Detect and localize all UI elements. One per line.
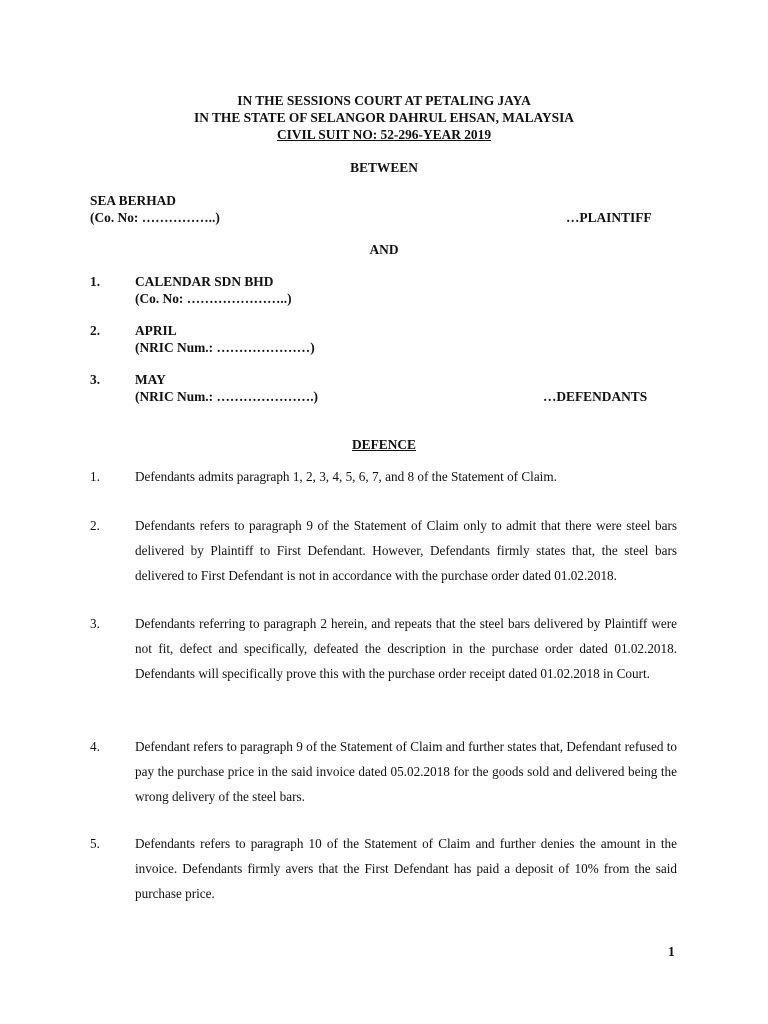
page-number: 1 xyxy=(668,944,675,959)
paragraph-number: 1. xyxy=(90,469,100,484)
paragraph-text: Defendants refers to paragraph 9 of the Statement of Claim only to admit that there were steel bars delivered by Plaintiff to First Defendant. However, Defendants firmly states that, the steel bars delivered to First Defendant is not in accordance with the purchase order dated 01.02.2018. xyxy=(135,518,677,583)
paragraph-number: 2. xyxy=(90,518,100,533)
between-label: BETWEEN xyxy=(350,160,418,175)
defendant-id: (NRIC Num.: …………………) xyxy=(135,340,315,355)
paragraph-text: Defendants referring to paragraph 2 herein, and repeats that the steel bars delivered by Plaintiff were not fit, defect and specifically, defeated the description in the purchase order dated 01.02.2018. Defendants will specifically prove this with the purchase order receipt dated 01.02.2018 in Court. xyxy=(135,616,677,681)
defendant-name: APRIL xyxy=(135,323,177,338)
defendant-id: (Co. No: …………………..) xyxy=(135,291,292,306)
paragraph-text: Defendants admits paragraph 1, 2, 3, 4, 5, 6, 7, and 8 of the Statement of Claim. xyxy=(135,469,557,484)
paragraph-number: 3. xyxy=(90,616,100,631)
suit-line-wrapper xyxy=(0,126,768,144)
state-title: IN THE STATE OF SELANGOR DAHRUL EHSAN, MALAYSIA xyxy=(194,110,574,125)
defendant-num: 1. xyxy=(90,274,101,289)
defence-title: DEFENCE xyxy=(352,437,416,452)
defendant-name: CALENDAR SDN BHD xyxy=(135,274,274,289)
defence-title-wrapper xyxy=(0,436,768,454)
paragraph-text: Defendant refers to paragraph 9 of the Statement of Claim and further states that, Defendant refused to pay the purchase price in the said invoice dated 05.02.2018 for the goods sold and delivered being the wrong delivery of the steel bars. xyxy=(135,739,677,804)
paragraph-number: 5. xyxy=(90,836,100,851)
and-label: AND xyxy=(369,242,399,257)
defendant-name: MAY xyxy=(135,372,166,387)
paragraph-number: 4. xyxy=(90,739,100,754)
defendant-num: 2. xyxy=(90,323,101,338)
defendant-id: (NRIC Num.: ………………….) xyxy=(135,389,318,404)
defendant-num: 3. xyxy=(90,372,101,387)
paragraph-text: Defendants refers to paragraph 10 of the Statement of Claim and further denies the amount in the invoice. Defendants firmly avers that the First Defendant has paid a deposit of 10% from the said purchase price. xyxy=(135,836,677,901)
defendants-role: …DEFENDANTS xyxy=(543,389,648,404)
plaintiff-co-no: (Co. No: ……………..) xyxy=(90,210,220,225)
suit-number: CIVIL SUIT NO: 52-296-YEAR 2019 xyxy=(276,127,492,142)
plaintiff-role: …PLAINTIFF xyxy=(566,210,652,225)
court-title: IN THE SESSIONS COURT AT PETALING JAYA xyxy=(237,93,531,108)
plaintiff-name: SEA BERHAD xyxy=(90,193,176,208)
